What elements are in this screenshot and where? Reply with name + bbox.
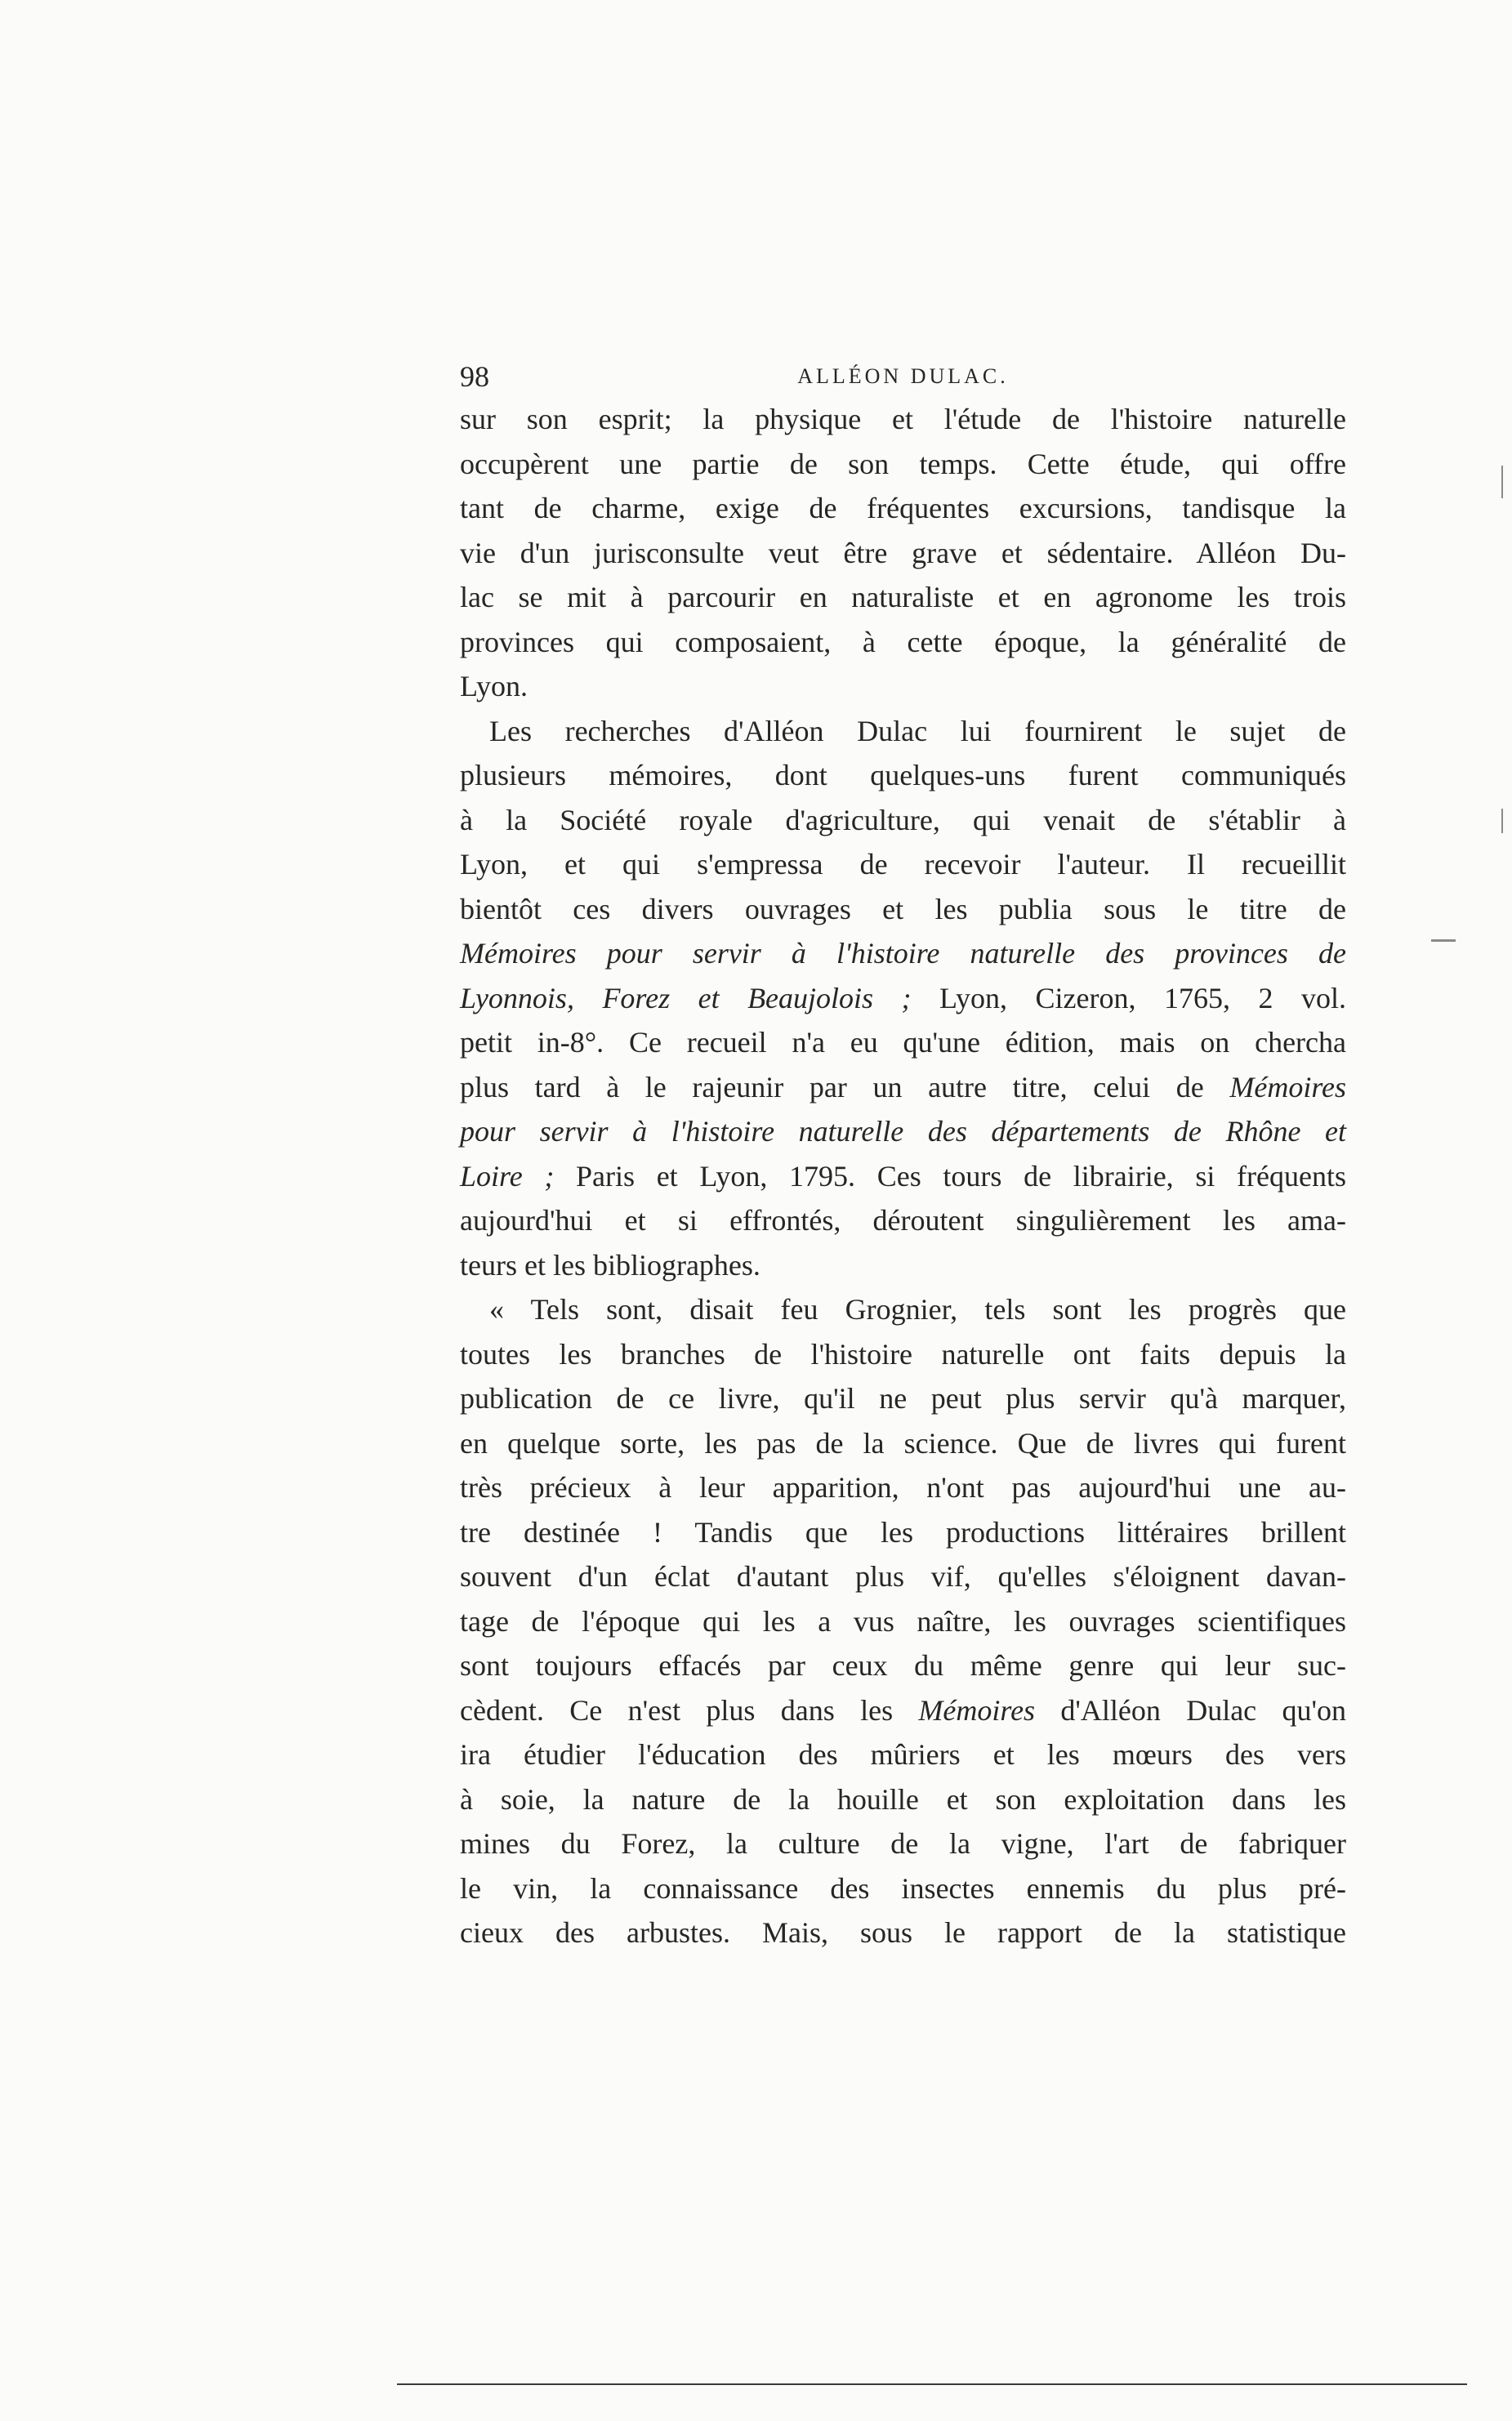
running-head: ALLÉON DULAC. <box>797 364 1009 388</box>
text-segment: très précieux à leur apparition, n'ont pas aujourd'hui une au- <box>460 1471 1346 1504</box>
text-segment: le vin, la connaissance des insectes ennemis du plus pré- <box>460 1871 1346 1905</box>
text-line <box>460 1020 1346 1065</box>
text-line <box>460 1910 1346 1955</box>
text-line <box>460 486 1346 531</box>
text-segment: cèdent. Ce n'est plus dans les <box>460 1693 919 1727</box>
text-line <box>460 1154 1346 1199</box>
italic-segment: Mémoires pour servir à l'histoire naturelle des provinces de <box>460 937 1346 970</box>
text-line <box>460 1821 1346 1866</box>
text-segment: sur son esprit; la physique et l'étude de l'histoire naturelle <box>460 403 1346 435</box>
margin-mark <box>1501 809 1503 833</box>
text-segment: en quelque sorte, les pas de la science. Que de livres qui furent <box>460 1426 1346 1460</box>
text-segment: à soie, la nature de la houille et son exploitation dans les <box>460 1782 1346 1816</box>
text-segment: sont toujours effacés par ceux du même genre qui leur suc- <box>460 1649 1346 1682</box>
text-line <box>460 1243 1346 1288</box>
text-segment: provinces qui composaient, à cette époque, la généralité de <box>460 625 1346 658</box>
text-segment: teurs et les bibliographes. <box>460 1248 760 1282</box>
text-line <box>460 397 1346 442</box>
italic-segment: Lyonnois, Forez et Beaujolois ; <box>460 981 912 1014</box>
text-line <box>460 1376 1346 1421</box>
text-segment: publication de ce livre, qu'il ne peut plus servir qu'à marquer, <box>460 1382 1346 1415</box>
margin-mark <box>1431 939 1456 942</box>
text-segment: d'Alléon Dulac qu'on <box>1035 1693 1346 1727</box>
margin-mark <box>1501 466 1503 498</box>
text-line <box>460 1554 1346 1599</box>
text-segment: vie d'un jurisconsulte veut être grave et sédentaire. Alléon Du- <box>460 536 1346 569</box>
text-line <box>460 442 1346 487</box>
text-line <box>460 931 1346 976</box>
text-line <box>460 1332 1346 1377</box>
text-segment: occupèrent une partie de son temps. Cette étude, qui offre <box>460 447 1346 480</box>
text-line <box>460 1510 1346 1555</box>
italic-segment: pour servir à l'histoire naturelle des départements de Rhône et <box>460 1115 1346 1148</box>
text-line <box>460 1866 1346 1911</box>
body-text <box>460 397 1346 1955</box>
text-segment: plus tard à le rajeunir par un autre titre, celui de <box>460 1070 1230 1103</box>
text-line <box>460 709 1346 754</box>
text-segment: Lyon. <box>460 670 529 702</box>
text-segment: plusieurs mémoires, dont quelques-uns furent communiqués <box>460 759 1346 791</box>
text-line <box>460 798 1346 843</box>
text-segment: cieux des arbustes. Mais, sous le rapport de la statistique <box>460 1916 1346 1949</box>
page-header <box>460 352 1346 401</box>
text-line <box>460 1065 1346 1110</box>
text-segment: petit in-8°. Ce recueil n'a eu qu'une édition, mais on chercha <box>460 1026 1346 1059</box>
italic-segment: Loire ; <box>460 1159 555 1193</box>
text-segment: Les recherches d'Alléon Dulac lui fournirent le sujet de <box>489 714 1346 747</box>
text-line <box>460 1287 1346 1332</box>
italic-segment: Mémoires <box>1229 1070 1346 1103</box>
text-line <box>460 1109 1346 1154</box>
text-line <box>460 620 1346 665</box>
italic-segment: Mémoires <box>918 1693 1036 1727</box>
text-line <box>460 1777 1346 1822</box>
text-line <box>460 1421 1346 1466</box>
text-segment: tre destinée ! Tandis que les productions littéraires brillent <box>460 1515 1346 1549</box>
text-line <box>460 531 1346 576</box>
text-segment: mines du Forez, la culture de la vigne, l'art de fabriquer <box>460 1827 1346 1860</box>
text-segment: tant de charme, exige de fréquentes excursions, tandisque la <box>460 492 1346 524</box>
text-line <box>460 1198 1346 1243</box>
text-line <box>460 1643 1346 1688</box>
text-segment: Lyon, Cizeron, 1765, 2 vol. <box>911 981 1347 1014</box>
text-line <box>460 842 1346 887</box>
text-segment: Paris et Lyon, 1795. Ces tours de librairie, si fréquents <box>554 1159 1346 1193</box>
text-line <box>460 664 1346 709</box>
text-line <box>460 976 1346 1021</box>
text-segment: aujourd'hui et si effrontés, déroutent singulièrement les ama- <box>460 1204 1346 1237</box>
text-line <box>460 575 1346 620</box>
text-segment: toutes les branches de l'histoire naturelle ont faits depuis la <box>460 1337 1346 1371</box>
text-line <box>460 1688 1346 1733</box>
text-segment: souvent d'un éclat d'autant plus vif, qu'elles s'éloignent davan- <box>460 1560 1346 1593</box>
text-segment: à la Société royale d'agriculture, qui venait de s'établir à <box>460 803 1346 836</box>
text-segment: bientôt ces divers ouvrages et les publia sous le titre de <box>460 892 1346 925</box>
text-line <box>460 753 1346 798</box>
text-segment: « Tels sont, disait feu Grognier, tels sont les progrès que <box>489 1293 1346 1326</box>
text-segment: tage de l'époque qui les a vus naître, les ouvrages scientifiques <box>460 1604 1346 1638</box>
text-line <box>460 1465 1346 1510</box>
text-segment: ira étudier l'éducation des mûriers et les mœurs des vers <box>460 1738 1346 1771</box>
text-segment: lac se mit à parcourir en naturaliste et en agronome les trois <box>460 581 1346 613</box>
page-number: 98 <box>460 360 489 393</box>
text-line <box>460 1732 1346 1777</box>
text-line <box>460 887 1346 932</box>
text-segment: Lyon, et qui s'empressa de recevoir l'auteur. Il recueillit <box>460 848 1346 881</box>
text-line <box>460 1599 1346 1644</box>
bottom-rule <box>397 2383 1467 2385</box>
